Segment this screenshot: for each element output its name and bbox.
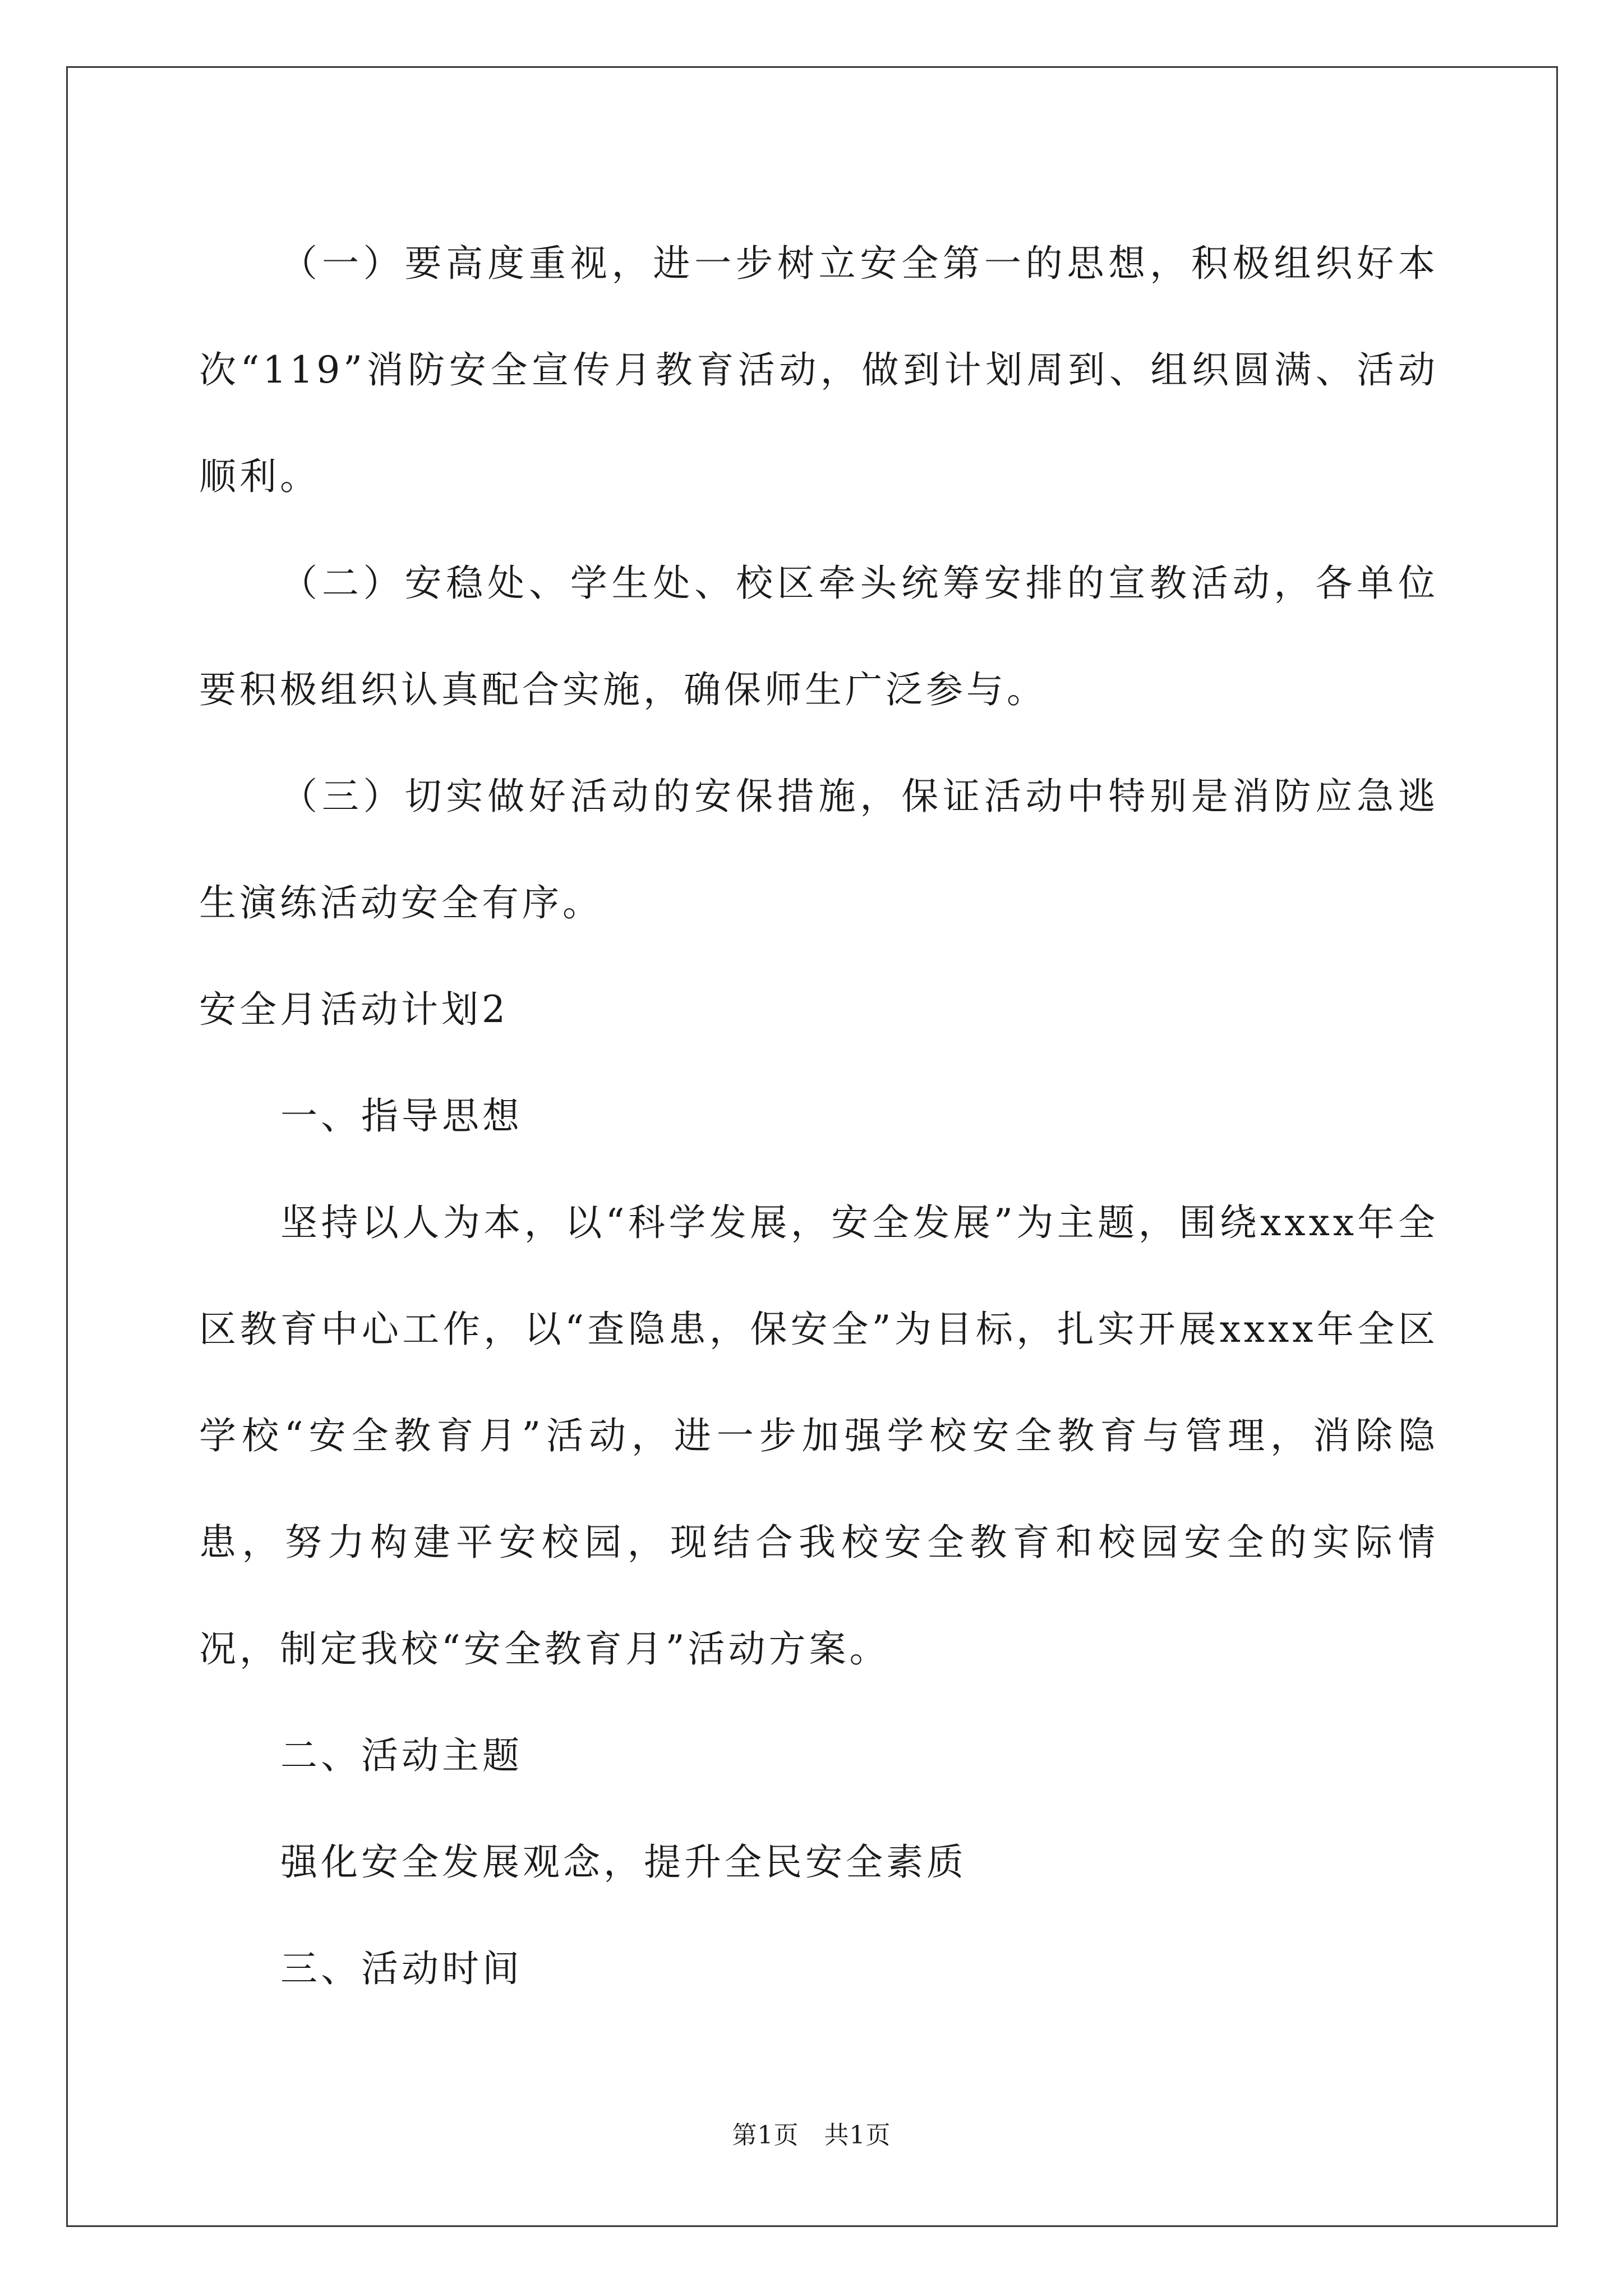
section-heading: 安全月活动计划2 <box>199 988 509 1031</box>
subheading-activity-theme: 二、活动主题 <box>280 1734 523 1777</box>
subheading-guiding-idea: 一、指导思想 <box>280 1094 523 1138</box>
page-number-footer: 第1页 共1页 <box>732 2121 891 2150</box>
paragraph-activity-theme: 强化安全发展观念，提升全民安全素质 <box>280 1841 967 1884</box>
paragraph-3: （三）切实做好活动的安保措施，保证活动中特别是消防应急逃生演练活动安全有序。 <box>199 775 1438 924</box>
document-body <box>199 210 1438 2022</box>
paragraph-2: （二）安稳处、学生处、校区牵头统筹安排的宣教活动，各单位要积极组织认真配合实施，确保师生广泛参与。 <box>199 562 1438 711</box>
paragraph-1: （一）要高度重视，进一步树立安全第一的思想，积极组织好本次“119”消防安全宣传月教育活动，做到计划周到、组织圆满、活动顺利。 <box>199 242 1438 498</box>
subheading-activity-time: 三、活动时间 <box>280 1947 523 1990</box>
paragraph-guiding-idea: 坚持以人为本，以“科学发展，安全发展”为主题，围绕xxxx年全区教育中心工作，以“查隐患，保安全”为目标，扎实开展xxxx年全区学校“安全教育月”活动，进一步加强学校安全教育与管理，消除隐患，努力构建平安校园，现结合我校安全教育和校园安全的实际情况，制定我校“安全教育月”活动方案。 <box>199 1201 1438 1671</box>
